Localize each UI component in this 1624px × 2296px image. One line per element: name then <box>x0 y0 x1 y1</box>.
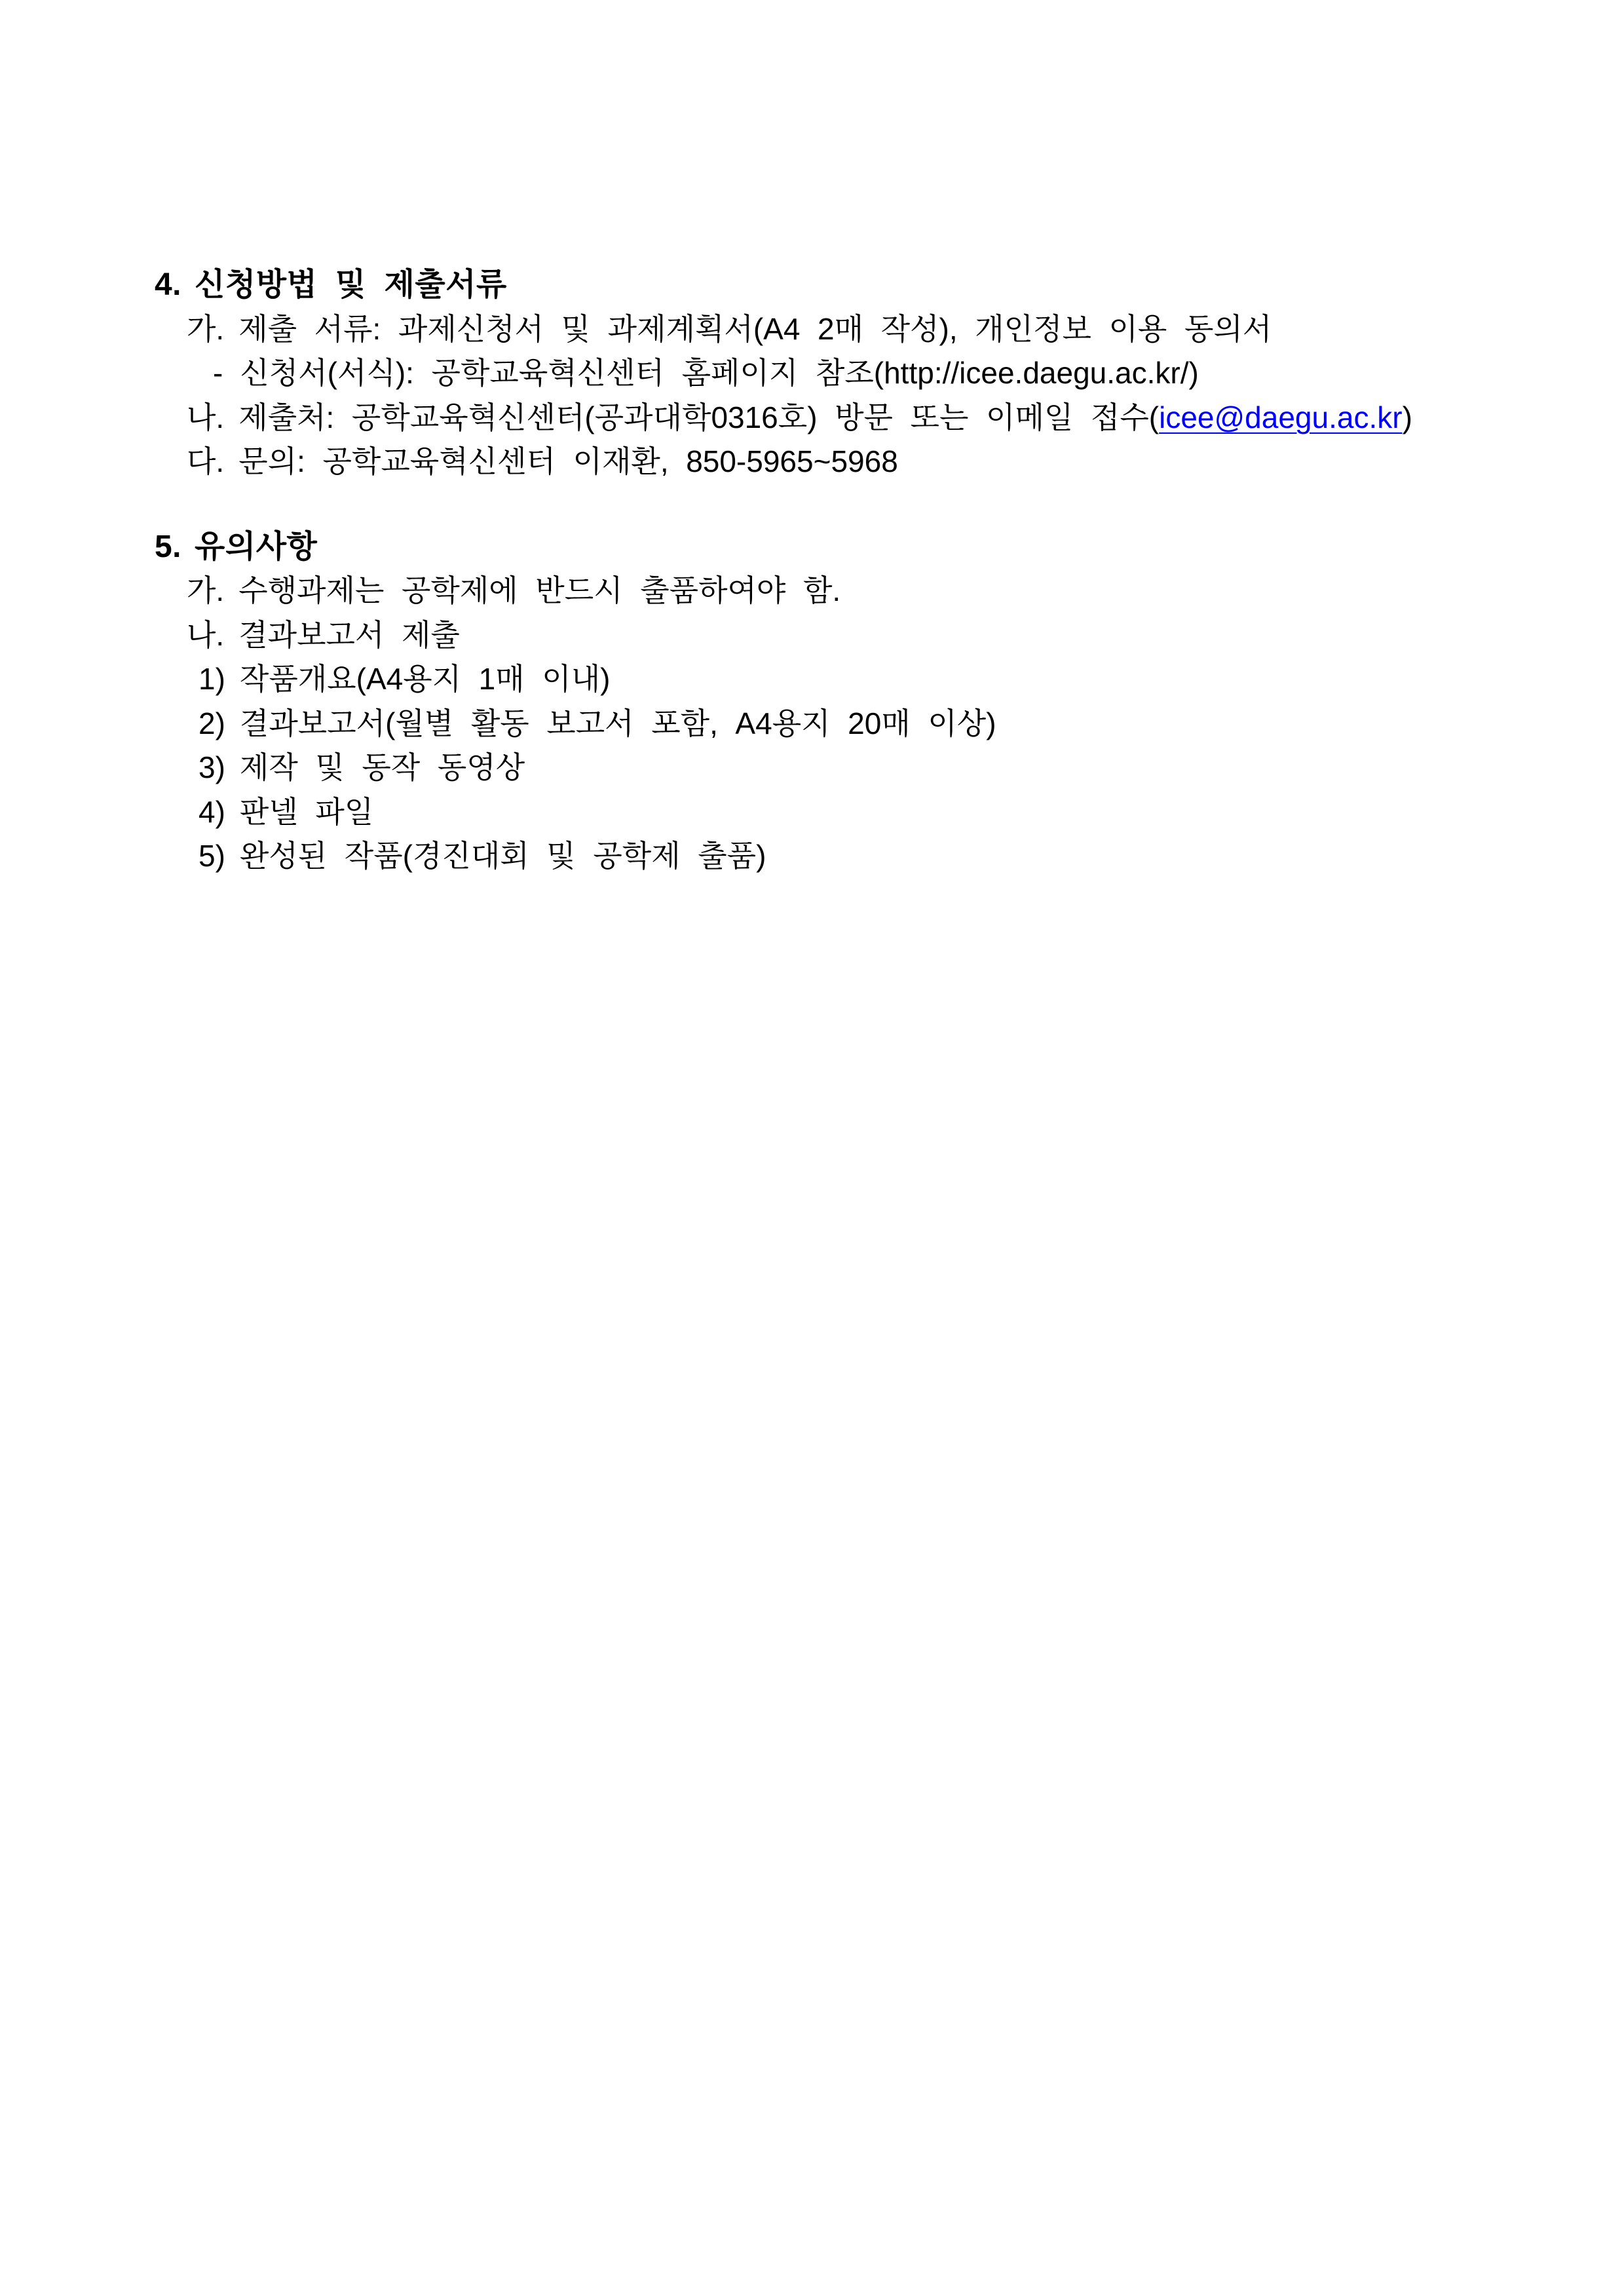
item-text: 결과보고서 제출 <box>238 617 460 652</box>
item-text: 제작 및 동작 동영상 <box>239 750 525 784</box>
section-title: 신청방법 및 제출서류 <box>195 267 507 302</box>
list-item-notice-exhibit <box>0 569 1624 613</box>
section-number: 5. <box>155 529 181 564</box>
item-marker: 다. <box>187 444 225 478</box>
list-item-numbered-4 <box>0 790 1624 835</box>
list-item-numbered-5 <box>0 834 1624 879</box>
item-text: 결과보고서(월별 활동 보고서 포함, A4용지 20매 이상) <box>239 706 996 740</box>
item-text: 작품개요(A4용지 1매 이내) <box>239 662 611 696</box>
item-marker: 5) <box>198 839 225 873</box>
item-marker: 나. <box>187 617 225 652</box>
item-marker: 가. <box>187 573 225 607</box>
section-4-heading <box>0 263 1624 307</box>
item-marker: 가. <box>187 311 225 346</box>
section-number: 4. <box>155 267 181 302</box>
item-marker: 2) <box>198 706 225 740</box>
item-text: 완성된 작품(경진대회 및 공학제 출품) <box>239 839 766 873</box>
item-marker: - <box>213 356 223 390</box>
list-subitem-application-form <box>0 351 1624 396</box>
list-item-submit-docs <box>0 307 1624 352</box>
section-title: 유의사항 <box>195 529 318 564</box>
item-text: 수행과제는 공학제에 반드시 출품하여야 함. <box>238 573 841 607</box>
item-text: 제출처: 공학교육혁신센터(공과대학0316호) 방문 또는 이메일 접수( <box>238 400 1160 434</box>
email-link[interactable]: icee@daegu.ac.kr <box>1159 400 1403 434</box>
list-item-numbered-3 <box>0 746 1624 790</box>
list-item-numbered-1 <box>0 657 1624 702</box>
item-marker: 1) <box>198 662 225 696</box>
list-item-contact <box>0 440 1624 484</box>
item-text-after-link: ) <box>1402 400 1412 434</box>
list-item-submit-place <box>0 396 1624 440</box>
item-marker: 나. <box>187 400 225 434</box>
list-item-numbered-2 <box>0 702 1624 746</box>
item-text: 신청서(서식): 공학교육혁신센터 홈페이지 참조(http://icee.daegu.ac.kr/) <box>240 356 1199 390</box>
item-text: 제출 서류: 과제신청서 및 과제계획서(A4 2매 작성), 개인정보 이용 동의서 <box>238 311 1272 346</box>
item-marker: 4) <box>198 794 225 829</box>
item-text: 판넬 파일 <box>239 794 374 829</box>
section-5-heading <box>0 525 1624 569</box>
item-text: 문의: 공학교육혁신센터 이재환, 850-5965~5968 <box>238 444 898 478</box>
document-body <box>0 263 1624 879</box>
item-marker: 3) <box>198 750 225 784</box>
list-item-report-submit <box>0 613 1624 658</box>
